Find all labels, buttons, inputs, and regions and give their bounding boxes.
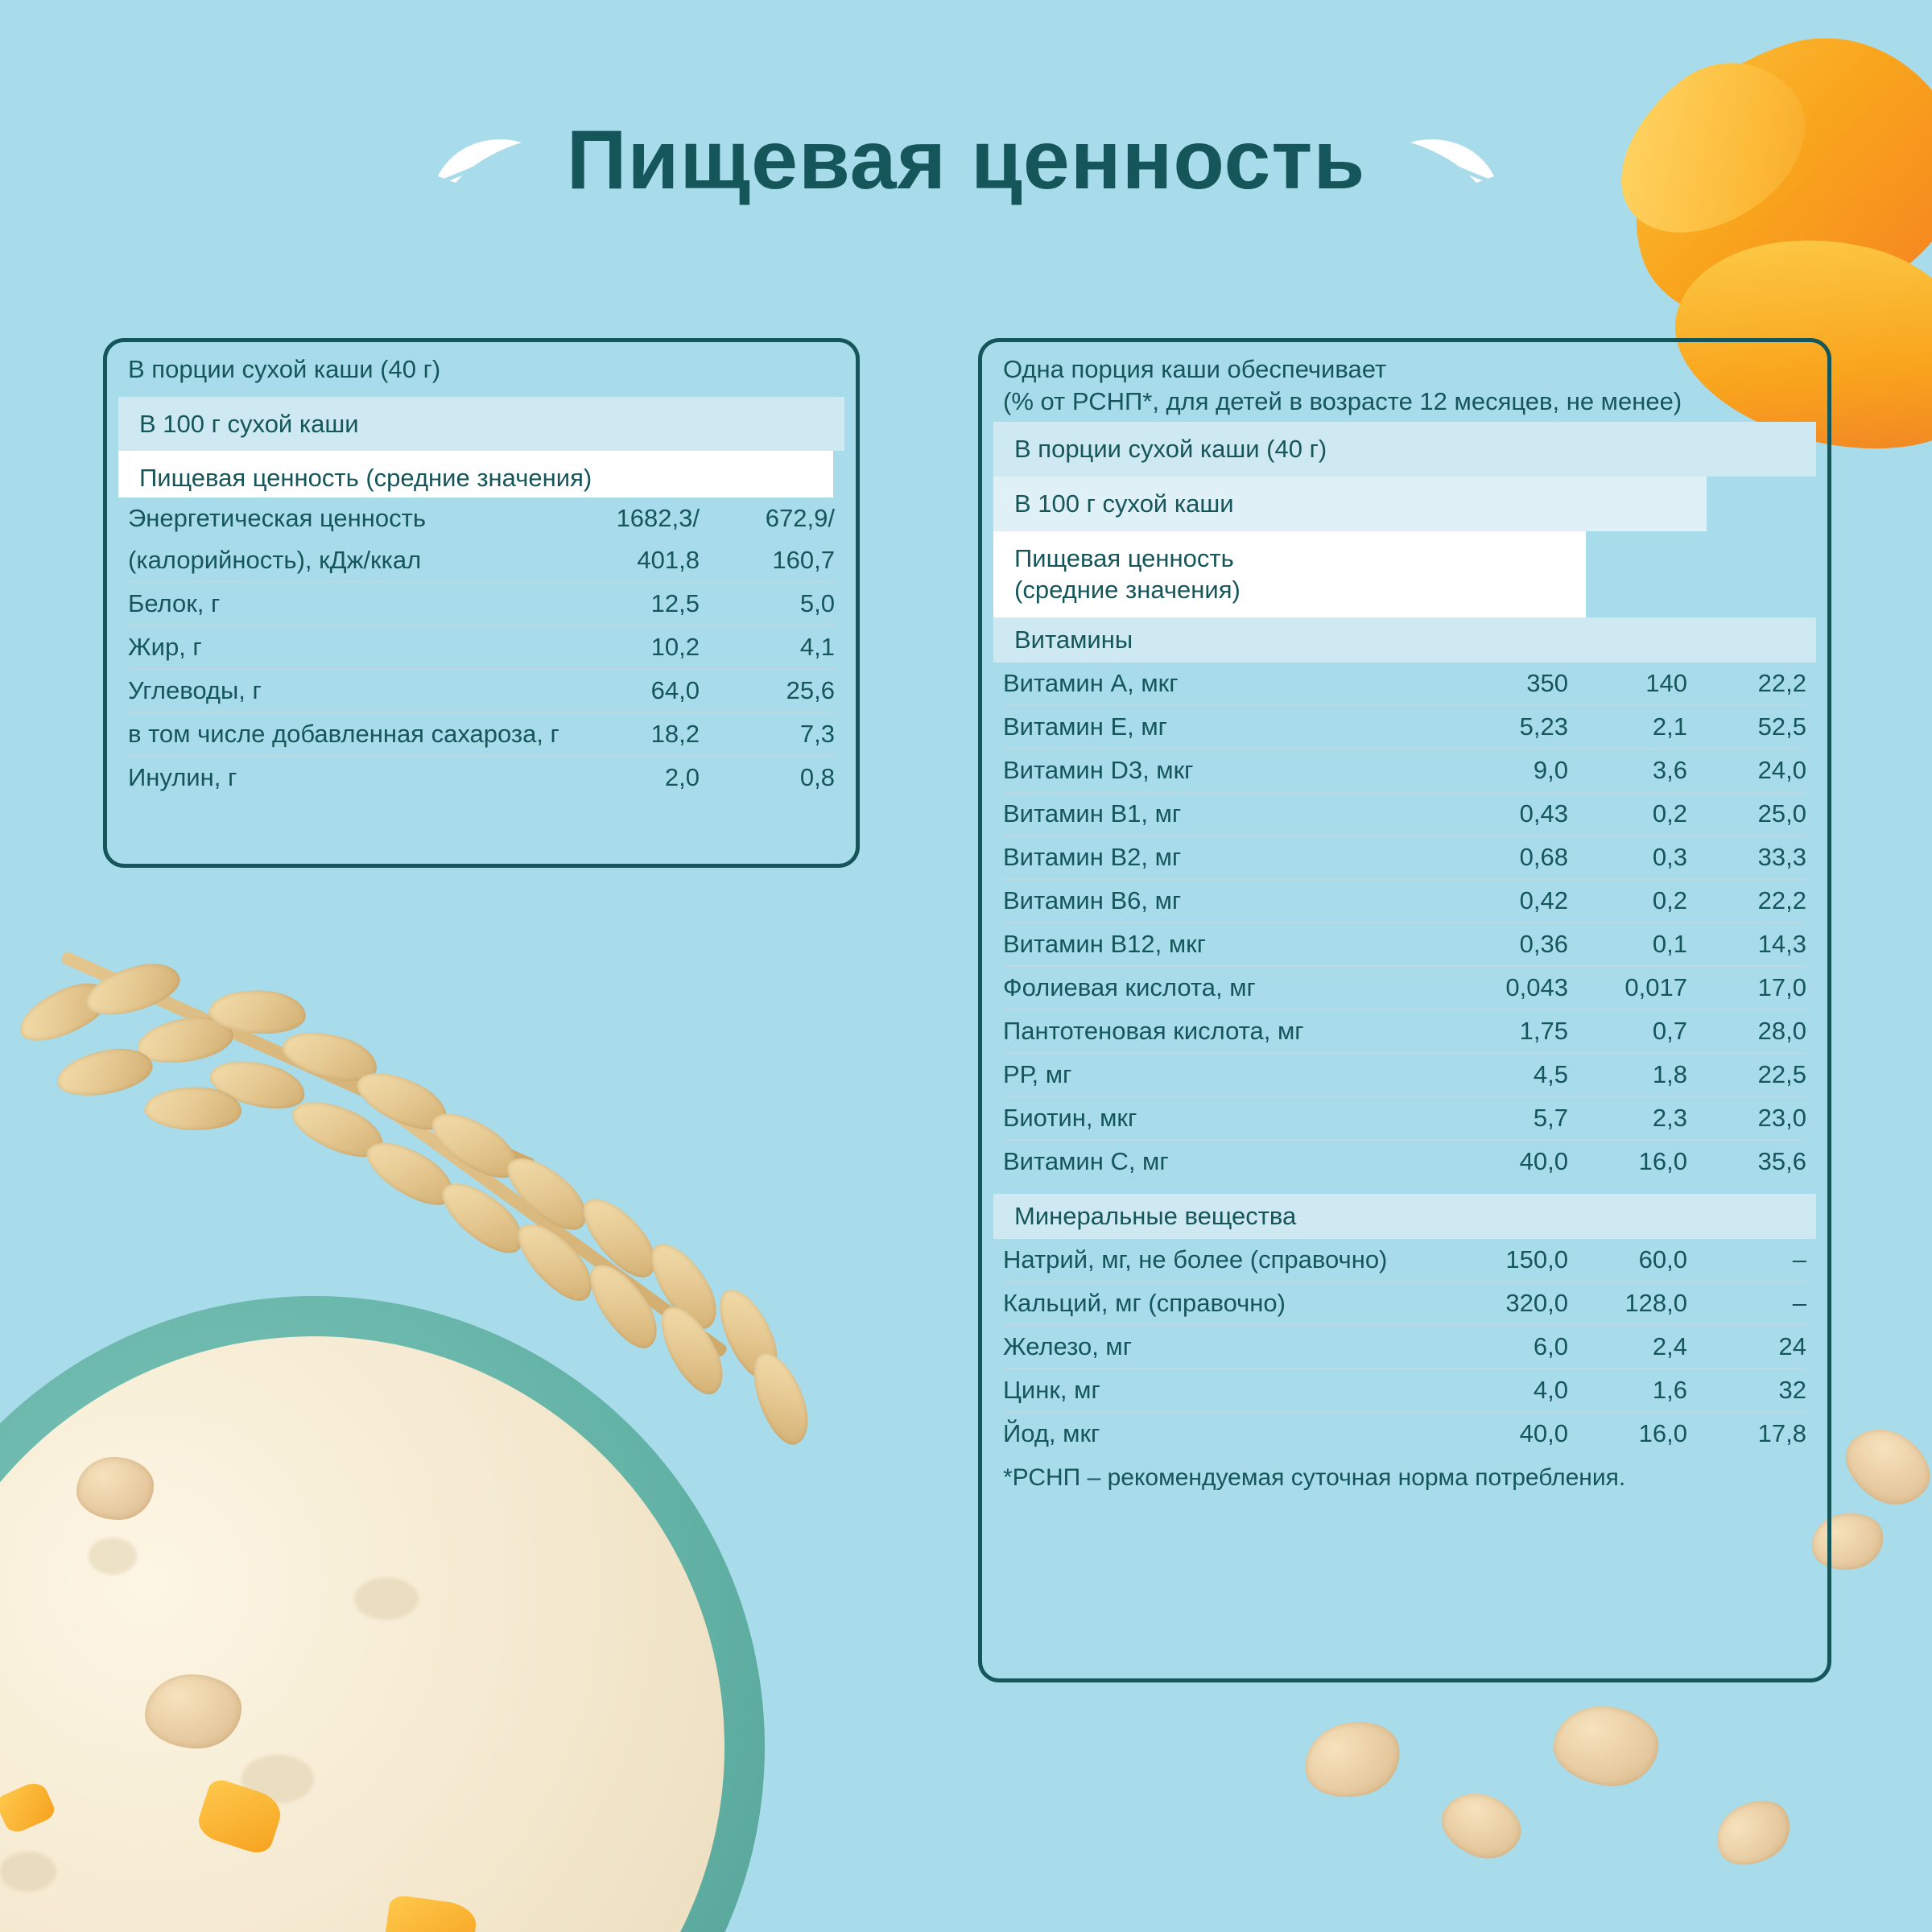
left-header-values-label: Пищевая ценность (средние значения) — [139, 464, 592, 493]
row-label: Натрий, мг, не более (справочно) — [1003, 1245, 1388, 1274]
left-header-portion-label: В порции сухой каши (40 г) — [128, 355, 441, 383]
table-row — [1003, 1412, 1806, 1455]
row-value-100g: 4,1 — [799, 633, 835, 662]
row-label: Железо, мг — [1003, 1332, 1133, 1361]
row-label: (калорийность), кДж/ккал — [128, 546, 422, 575]
nutrition-card-right — [978, 338, 1831, 1682]
left-header-values — [118, 451, 833, 497]
row-value-percent: – — [1792, 1289, 1806, 1318]
leaf-icon-left — [431, 125, 528, 197]
row-label: РР, мг — [1003, 1060, 1072, 1089]
row-value-100g: 0,2 — [1652, 799, 1687, 828]
row-value-portion: 1,75 — [1519, 1017, 1568, 1046]
row-value-100g: 0,2 — [1652, 886, 1687, 915]
table-row — [1003, 1325, 1806, 1368]
left-header-100g-label: В 100 г сухой каши — [139, 409, 359, 438]
left-header-portion — [107, 342, 856, 397]
row-label: Белок, г — [128, 589, 221, 618]
row-value-portion: 12,5 — [650, 589, 700, 618]
table-row — [128, 756, 835, 799]
row-value-portion: 6,0 — [1533, 1332, 1568, 1361]
row-label: Инулин, г — [128, 763, 237, 792]
right-header-portion-label: В порции сухой каши (40 г) — [1014, 435, 1327, 464]
row-value-percent: 24 — [1778, 1332, 1806, 1361]
row-value-percent: 52,5 — [1757, 712, 1806, 741]
row-label: Углеводы, г — [128, 676, 262, 705]
row-value-percent: 33,3 — [1757, 843, 1806, 872]
row-value-percent: 22,5 — [1757, 1060, 1806, 1089]
row-value-100g: 7,3 — [799, 720, 835, 749]
left-nutrition-table — [128, 497, 835, 799]
row-value-percent: 25,0 — [1757, 799, 1806, 828]
row-label: Витамин В2, мг — [1003, 843, 1182, 872]
minerals-rows-container — [982, 1239, 1827, 1455]
row-value-portion: 18,2 — [650, 720, 700, 749]
right-header-values-line2: (средние значения) — [1014, 576, 1241, 605]
right-header-values-line1: Пищевая ценность — [1014, 543, 1234, 572]
row-label: в том числе добавленная сахароза, г — [128, 720, 559, 749]
table-row — [1003, 792, 1806, 836]
row-value-portion: 40,0 — [1519, 1147, 1568, 1176]
row-value-100g: 25,6 — [786, 676, 835, 705]
row-value-100g: 0,8 — [799, 763, 835, 792]
table-row — [1003, 1239, 1806, 1282]
oat-flake-icon — [1550, 1701, 1662, 1790]
row-value-100g: 2,1 — [1652, 712, 1687, 741]
right-header-values — [993, 531, 1586, 617]
row-value-100g: 0,7 — [1652, 1017, 1687, 1046]
row-value-portion: 64,0 — [650, 676, 700, 705]
row-value-percent: 28,0 — [1757, 1017, 1806, 1046]
table-row — [128, 497, 835, 539]
row-value-100g: 16,0 — [1638, 1419, 1687, 1448]
row-value-100g: 0,017 — [1624, 973, 1687, 1002]
oat-flake-icon — [1297, 1712, 1409, 1807]
oat-flake-icon — [1832, 1414, 1932, 1519]
oat-flake-icon — [1432, 1782, 1530, 1869]
row-value-100g: 140 — [1645, 669, 1687, 698]
section-header-vitamins: Витамины — [993, 617, 1816, 663]
table-row — [1003, 923, 1806, 966]
table-row — [128, 625, 835, 669]
row-label: Энергетическая ценность — [128, 504, 426, 533]
row-label: Витамин В12, мкг — [1003, 930, 1207, 959]
row-label: Биотин, мкг — [1003, 1104, 1137, 1133]
row-value-100g: 0,3 — [1652, 843, 1687, 872]
row-label: Витамин Е, мг — [1003, 712, 1167, 741]
row-value-percent: 22,2 — [1757, 669, 1806, 698]
row-value-portion: 0,68 — [1519, 843, 1568, 872]
table-row — [128, 539, 835, 582]
row-value-100g: 5,0 — [799, 589, 835, 618]
row-label: Кальций, мг (справочно) — [1003, 1289, 1286, 1318]
table-row — [1003, 1053, 1806, 1096]
row-value-portion: 320,0 — [1505, 1289, 1568, 1318]
page-title: Пищевая ценность — [566, 114, 1366, 207]
row-value-percent: 17,8 — [1757, 1419, 1806, 1448]
row-value-portion: 9,0 — [1533, 756, 1568, 785]
left-rows-container — [107, 497, 856, 799]
row-label: Витамин В1, мг — [1003, 799, 1182, 828]
right-header-intro-line1: Одна порция каши обеспечивает — [1003, 355, 1387, 383]
row-value-100g: 0,1 — [1652, 930, 1687, 959]
table-row — [1003, 1282, 1806, 1325]
row-value-100g: 60,0 — [1638, 1245, 1687, 1274]
table-row — [1003, 966, 1806, 1009]
row-value-portion: 150,0 — [1505, 1245, 1568, 1274]
row-value-portion: 10,2 — [650, 633, 700, 662]
oat-flake-icon — [1705, 1789, 1802, 1877]
left-header-100g — [118, 397, 844, 452]
row-value-portion: 4,5 — [1533, 1060, 1568, 1089]
table-row — [128, 669, 835, 712]
row-label: Жир, г — [128, 633, 202, 662]
row-value-portion: 0,43 — [1519, 799, 1568, 828]
row-label: Фолиевая кислота, мг — [1003, 973, 1256, 1002]
row-value-percent: 35,6 — [1757, 1147, 1806, 1176]
row-value-percent: 17,0 — [1757, 973, 1806, 1002]
table-row — [128, 712, 835, 756]
row-label: Цинк, мг — [1003, 1376, 1100, 1405]
row-value-percent: 32 — [1778, 1376, 1806, 1405]
row-label: Витамин В6, мг — [1003, 886, 1182, 915]
row-value-portion: 5,7 — [1533, 1104, 1568, 1133]
right-header-portion — [993, 422, 1816, 477]
row-value-100g: 128,0 — [1624, 1289, 1687, 1318]
row-value-portion: 5,23 — [1519, 712, 1568, 741]
table-row — [1003, 749, 1806, 792]
row-value-portion: 0,42 — [1519, 886, 1568, 915]
row-label: Витамин А, мкг — [1003, 669, 1179, 698]
minerals-table — [1003, 1239, 1806, 1455]
table-row — [1003, 1140, 1806, 1183]
row-label: Витамин D3, мкг — [1003, 756, 1194, 785]
page-title-row — [0, 113, 1932, 208]
row-value-portion: 401,8 — [637, 546, 700, 575]
table-row — [128, 582, 835, 625]
row-value-percent: 22,2 — [1757, 886, 1806, 915]
row-value-100g: 160,7 — [772, 546, 835, 575]
row-value-percent: 23,0 — [1757, 1104, 1806, 1133]
right-header-100g — [993, 477, 1707, 531]
row-value-percent: – — [1792, 1245, 1806, 1274]
row-value-percent: 24,0 — [1757, 756, 1806, 785]
row-value-100g: 3,6 — [1652, 756, 1687, 785]
table-row — [1003, 836, 1806, 879]
row-value-portion: 2,0 — [664, 763, 700, 792]
row-label: Витамин С, мг — [1003, 1147, 1169, 1176]
section-header-minerals: Минеральные вещества — [993, 1194, 1816, 1239]
vitamins-rows-container — [982, 663, 1827, 1183]
row-value-percent: 14,3 — [1757, 930, 1806, 959]
row-value-100g: 1,6 — [1652, 1376, 1687, 1405]
table-row — [1003, 1096, 1806, 1140]
row-value-100g: 16,0 — [1638, 1147, 1687, 1176]
table-row — [1003, 705, 1806, 749]
right-header-intro-line2: (% от РСНП*, для детей в возрасте 12 месяцев, не менее) — [1003, 386, 1682, 415]
row-value-portion: 1682,3/ — [616, 504, 700, 533]
table-row — [1003, 1368, 1806, 1412]
nutrition-card-left — [103, 338, 860, 868]
footnote: *РСНП – рекомендуемая суточная норма потребления. — [1003, 1464, 1626, 1492]
vitamins-table — [1003, 663, 1806, 1183]
leaf-icon-right — [1404, 125, 1501, 197]
table-row — [1003, 663, 1806, 705]
row-value-100g: 1,8 — [1652, 1060, 1687, 1089]
row-value-100g: 2,3 — [1652, 1104, 1687, 1133]
right-header-100g-label: В 100 г сухой каши — [1014, 489, 1234, 518]
row-value-portion: 0,043 — [1505, 973, 1568, 1002]
row-label: Йод, мкг — [1003, 1419, 1100, 1448]
table-row — [1003, 1009, 1806, 1053]
right-header-intro — [982, 342, 1827, 422]
row-value-portion: 40,0 — [1519, 1419, 1568, 1448]
row-value-portion: 4,0 — [1533, 1376, 1568, 1405]
row-value-portion: 0,36 — [1519, 930, 1568, 959]
row-value-portion: 350 — [1526, 669, 1568, 698]
row-value-100g: 2,4 — [1652, 1332, 1687, 1361]
row-label: Пантотеновая кислота, мг — [1003, 1017, 1304, 1046]
row-value-100g: 672,9/ — [765, 504, 835, 533]
table-row — [1003, 879, 1806, 923]
